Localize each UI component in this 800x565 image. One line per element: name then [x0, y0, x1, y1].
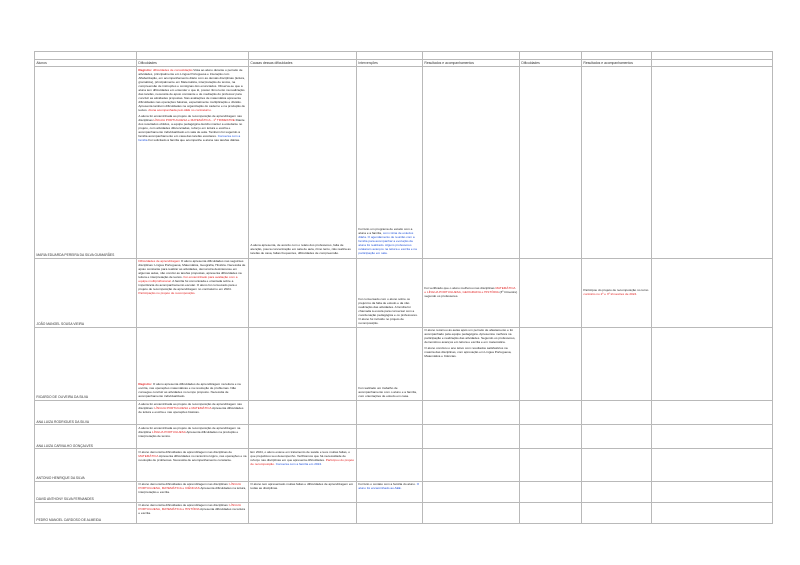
student-name: DAVID ANTHONY SILVA FERNANDES: [35, 481, 137, 502]
students-table: [34, 51, 773, 524]
intervencoes-cell: Foi conversado com o aluno sobre os prejuízos da falta de estudo e da não realização das atividades. A família foi chamada à escola para conversar com a coordenação pedagógica e os professores. O aluno foi incluído no projeto de recomposição.: [357, 258, 423, 327]
table-row: [35, 67, 773, 258]
table-row: [35, 327, 773, 400]
header-alunos: Alunos: [35, 60, 137, 67]
resultados-cell: O aluno retornou às aulas após um período de afastamento e foi acompanhado pela equipe pedagógica. Apresentou melhora na participação e realização das atividades. Segundo os professores, demonstrou avanços em leitura e escrita e em matemática. O aluno concluiu o ano letivo com resultados satisfatórios na maioria das disciplinas, com aprovação em Língua Portuguesa, Matemática e Ciências.: [423, 327, 520, 400]
dificuldades-cell: O aluno demonstra dificuldades de aprendizagem nas disciplinas: LÍNGUA PORTUGUESA, MATEMÁTICA e HISTÓRIA Apresenta dificuldades na leitura e escrita.: [137, 502, 249, 523]
table-row: [35, 258, 773, 327]
header-resultados-2: Resultados e acompanhamentos: [582, 60, 652, 67]
causas-cell: [249, 327, 357, 400]
table-row: [35, 425, 773, 449]
table-row: [35, 502, 773, 523]
dificuldades-cell: A aluna foi encaminhada ao projeto de recomposição de aprendizagem na disciplina LÍNGUA PORTUGUESA Apresenta dificuldades na produção e interpretação de textos.: [137, 425, 249, 449]
dificuldades-cell: Registro: O aluno apresenta dificuldades de aprendizagem na leitura e na escrita, nas operações matemáticas e na resolução de problemas. Não consegue concluir as atividades no tempo proposto. Necessita de acompanhamento individualizado.: [137, 327, 249, 400]
header-dificuldades: Dificuldades: [137, 60, 249, 67]
intervencoes-cell: Foi feito um programa de estudo com a aluna e a família, com rotina de estudos diária. O agendamento de reunião com a família para acompanhar a evolução da aluna foi realizado. Alguns professores relataram avanços na leitura e escrita e na participação em sala.: [357, 67, 423, 258]
causas-cell: A aluna apresenta, de acordo com o relato dos professores, falta de atenção, pouca concentração em sala de aula, ritmo lento, não realiza as tarefas de casa, faltas frequentes, dificuldades de compreensão.: [249, 67, 357, 258]
resultados-cell: Foi verificado que o aluno melhorou nas disciplinas MATEMÁTICA e LÍNGUA PORTUGUESA, GEOGRAFIA e HISTÓRIA (3º trimestre) segundo os professores.: [423, 258, 520, 327]
student-name: PEDRO MANOEL CARDOSO DE ALMEIDA: [35, 502, 137, 523]
blank-row: [35, 52, 773, 60]
causas-cell: O aluno tem apresentado muitas faltas e dificuldades de aprendizagem em todas as disciplinas.: [249, 481, 357, 502]
header-causas: Causas dessas dificuldades: [249, 60, 357, 67]
table-row: [35, 400, 773, 424]
student-name: JOÃO MANOEL SOUSA VIEIRA: [35, 258, 137, 327]
header-dificuldades-2: Dificuldades: [520, 60, 582, 67]
student-name: RICARDO DE OLIVEIRA DA SILVA: [35, 327, 137, 400]
student-name: ANA LUIZA CARVALHO GONÇALVES: [35, 425, 137, 449]
causas-cell: [249, 258, 357, 327]
student-name: ANTONIO HENRIQUE DA SILVA: [35, 449, 137, 481]
causas-cell: Em 2024, o aluno esteve em tratamento de saúde e teve muitas faltas, o que prejudicou seu desempenho. Verificamos que há necessidade de reforço nas disciplinas em que apresenta dificuldades. Participou do projeto de recomposição. Conversa com a família em 2024.: [249, 449, 357, 481]
dificuldades-cell: A aluna foi encaminhada ao projeto de recomposição de aprendizagem nas disciplinas: LÍNGUA PORTUGUESA e MATEMÁTICA Apresenta dificuldades de leitura e escrita e nas operações básicas.: [137, 400, 249, 424]
table-row: [35, 449, 773, 481]
spreadsheet: [34, 51, 772, 524]
intervencoes-cell: Foi realizado um trabalho de acompanhamento com o aluno e a família, com orientações de estudo em casa.: [357, 327, 423, 400]
dificuldades-cell: Registro: dificuldades de consolidação Vista ao aluno durante o período de atividades, principalmente em Língua Portuguesa e Interação com Alfabetização, em acompanhamento diário com as demais disciplinas (leitura, gramática), principalmente em Matemática, interpretação de textos, na compreensão de instruções e consignas dos enunciados. Observa-se que a aluna tem dificuldades em entender o que lê, possui ritmo lento na realização das tarefas, necessita de apoio constante e de mediação do professor para concluir as atividades propostas. Nas avaliações de matemática apresenta dificuldades nas operações básicas, especialmente multiplicação e divisão. Apresenta também dificuldades na organização do caderno e na produção de textos. Aluna acompanhada pelo AEE no contraturno. A aluna foi encaminhada ao projeto de recomposição de aprendizagem nas disciplinas LÍNGUA PORTUGUESA e MATEMÁTICA - 1º TRIMESTRE Diante dos resultados obtidos, a equipe pedagógica decidiu manter a estudante no projeto, com atividades diferenciadas, reforço em leitura e escrita e acompanhamento individualizado em sala de aula. Também foi sugerido à família acompanhamento em casa das tarefas escolares. Conversa com a família Foi solicitado à família que acompanhe a aluna nas tarefas diárias.: [137, 67, 249, 258]
dificuldades-cell: O aluno demonstra dificuldades de aprendizagem nas disciplinas de MATEMÁTICA Apresenta dificuldades no raciocínio lógico, nas operações e na resolução de problemas. Necessita de acompanhamento constante.: [137, 449, 249, 481]
intervencoes-cell: Foi feito o contato com a família do aluno. O aluno foi encaminhado ao AEE.: [357, 481, 423, 502]
header-row: [35, 60, 773, 67]
table-row: [35, 481, 773, 502]
header-resultados: Resultados e acompanhamentos: [423, 60, 520, 67]
dificuldades-cell: Dificuldades de aprendizagem O aluno apresenta dificuldades nas seguintes disciplinas: Língua Portuguesa, Matemática, Geografia, História. Necessita de apoio constante para realizar as atividades, demonstra desinteresse em algumas aulas, não conclui as tarefas propostas, apresenta dificuldades na leitura e interpretação de textos. Foi encaminhado para avaliação com a equipe multiprofissional. A família foi comunicada e orientada sobre a importância do acompanhamento escolar. O aluno foi convocado para o projeto de recomposição de aprendizagem no contraturno em 2024. Participação no projeto de recomposição.: [137, 258, 249, 327]
student-name: MARIA EDUARDA PEREIRA DA SILVA GUIMARÃES: [35, 67, 137, 258]
resultados-2-cell: Participou do projeto de recomposição no turno contrário no 2º e 3º trimestres de 2024.: [582, 258, 652, 327]
dificuldades-cell: O aluno demonstra dificuldades de aprendizagem nas disciplinas: LÍNGUA PORTUGUESA, MATEMÁTICA e CIÊNCIAS Apresenta dificuldades na leitura, interpretação e escrita.: [137, 481, 249, 502]
student-name: ANA LUIZA RODRIGUES DA SILVA: [35, 400, 137, 424]
header-intervencoes: Intervenções: [357, 60, 423, 67]
